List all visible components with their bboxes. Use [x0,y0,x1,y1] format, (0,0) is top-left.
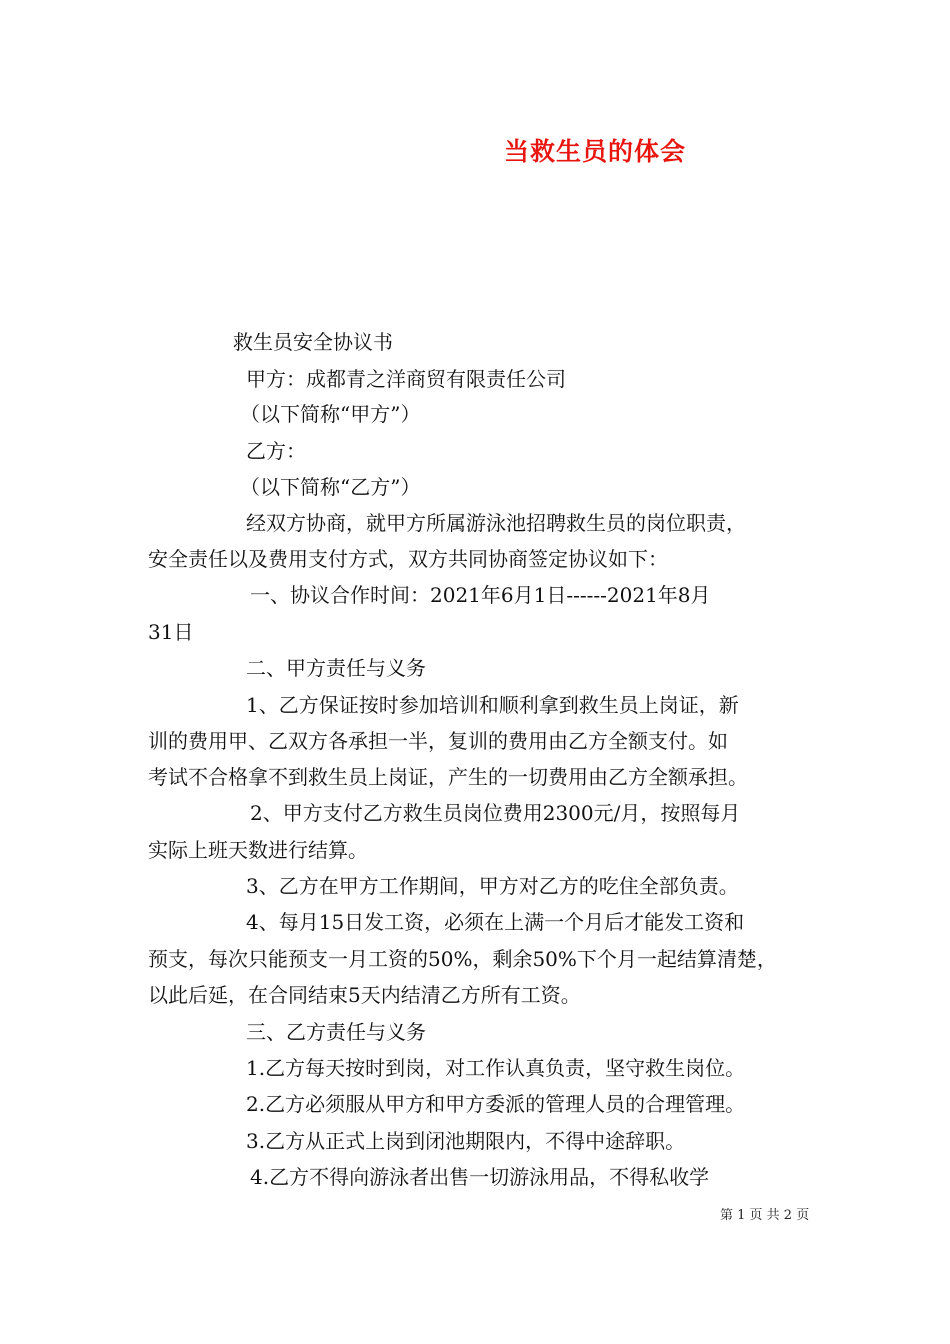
party-a-note: （以下简称“甲方”） [240,402,421,426]
paragraph-line: 经双方协商，就甲方所属游泳池招聘救生员的岗位职责， [246,511,746,535]
paragraph-line: 4、每月15日发工资，必须在上满一个月后才能发工资和 [246,910,745,934]
party-b-line: 乙方： [246,439,306,463]
paragraph-line: 2.乙方必须服从甲方和甲方委派的管理人员的合理管理。 [246,1092,746,1116]
paragraph-line: 3、乙方在甲方工作期间，甲方对乙方的吃住全部负责。 [246,874,739,898]
paragraph-line: 考试不合格拿不到救生员上岗证，产生的一切费用由乙方全额承担。 [148,765,748,789]
section-heading: 三、乙方责任与义务 [246,1020,426,1044]
paragraph-line: 训的费用甲、乙双方各承担一半，复训的费用由乙方全额支付。如 [148,729,728,753]
paragraph-line: 预支，每次只能预支一月工资的50%，剩余50%下个月一起结算清楚， [148,947,777,971]
paragraph-line: 实际上班天数进行结算。 [148,838,368,862]
party-a-line: 甲方：成都青之洋商贸有限责任公司 [246,367,566,391]
paragraph-line: 31日 [148,620,194,644]
paragraph-line: 以此后延，在合同结束5天内结清乙方所有工资。 [148,983,581,1007]
section-heading: 二、甲方责任与义务 [246,656,426,680]
page-number: 第 1 页 共 2 页 [720,1208,810,1223]
paragraph-line: 1、乙方保证按时参加培训和顺利拿到救生员上岗证，新 [246,693,739,717]
paragraph-line: 一、协议合作时间：2021年6月1日------2021年8月 [250,583,711,607]
paragraph-line: 3.乙方从正式上岗到闭池期限内，不得中途辞职。 [246,1129,686,1153]
paragraph-line: 4.乙方不得向游泳者出售一切游泳用品，不得私收学 [250,1165,710,1189]
document-title: 当救生员的体会 [503,137,686,166]
paragraph-line: 1.乙方每天按时到岗，对工作认真负责，坚守救生岗位。 [246,1056,746,1080]
paragraph-line: 2、甲方支付乙方救生员岗位费用2300元/月，按照每月 [250,801,741,825]
party-b-note: （以下简称“乙方”） [240,475,421,499]
paragraph-line: 安全责任以及费用支付方式，双方共同协商签定协议如下： [148,547,668,571]
agreement-heading: 救生员安全协议书 [233,330,393,354]
